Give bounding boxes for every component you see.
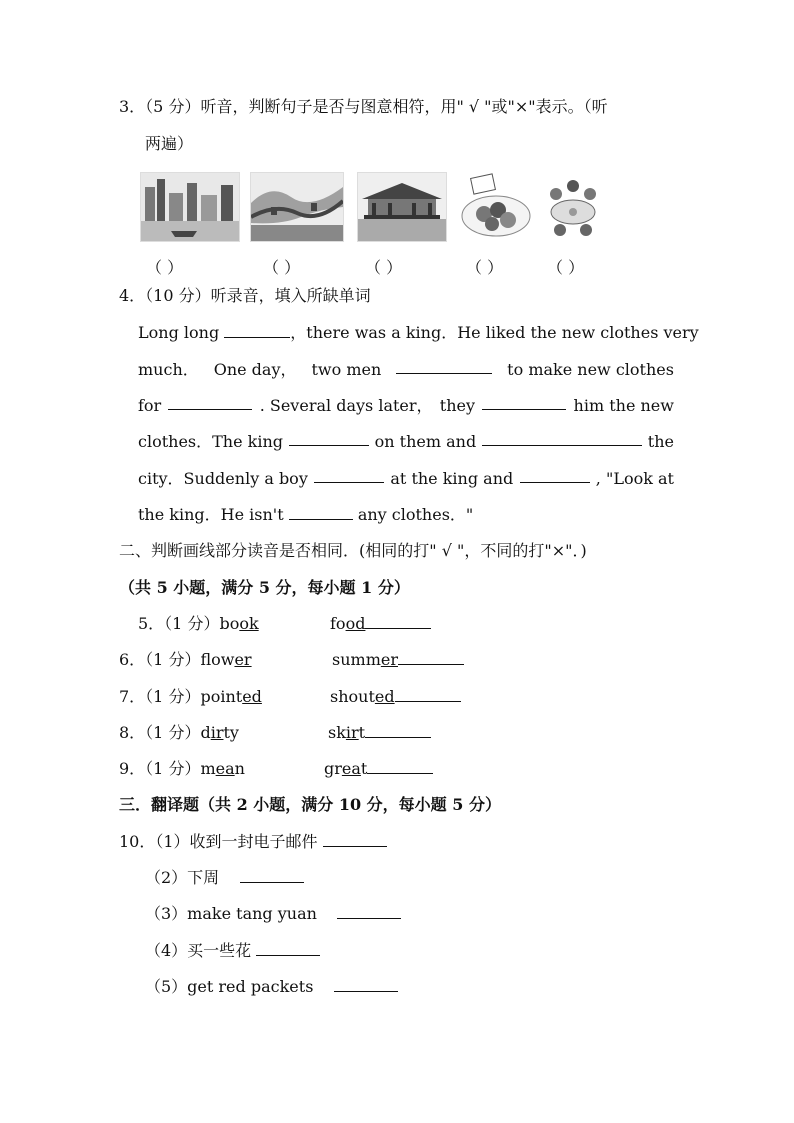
passage-text: clothes．The king [138,432,284,451]
answer-blank[interactable] [337,904,401,919]
translation-item-2 [145,867,304,889]
phonics-item-7 [119,686,395,708]
word-2-with-blank: great [324,758,433,780]
section-2-title: 二、判断画线部分读音是否相同．(相同的打" √ "，不同的打"×"．) [119,541,587,560]
palace-picture [357,172,447,242]
passage-text: ，there was a king．He liked the new clothes very [290,323,699,342]
answer-blank[interactable] [365,723,431,738]
item-number: 9．（1 分） [119,759,201,778]
phonics-item-6 [119,649,398,671]
q4-instruction: 4．（10 分）听录音，填入所缺单词 [119,286,371,305]
passage-text: him the new [573,396,674,415]
answer-paren-3[interactable]: （ ） [365,258,403,277]
answer-blank[interactable] [334,977,398,992]
passage-text: much． [138,360,199,379]
passage-text: . Several days later， [259,396,433,415]
answer-blank[interactable] [323,832,387,847]
passage-text: Long long [138,323,220,342]
word-2-with-blank: shouted [330,686,461,708]
answer-paren-4[interactable]: （ ） [466,258,504,277]
passage-text: on them and [374,432,477,451]
translation-prompt: （3）make tang yuan [145,904,317,923]
translation-prompt: 10．（1）收到一封电子邮件 [119,832,318,851]
passage-text: the king．He isn't [138,505,284,524]
item-number: 8．（1 分） [119,723,201,742]
translation-prompt: （2）下周 [145,868,220,887]
q4-passage-line-5 [138,468,674,490]
q4-passage-line-1 [138,322,699,344]
passage-text: the [647,432,674,451]
blank[interactable] [289,431,369,446]
blank[interactable] [520,468,590,483]
q4-passage-line-3 [138,395,674,417]
passage-text: , "Look at [595,469,674,488]
blank[interactable] [168,395,252,410]
answer-paren-1[interactable]: （ ） [146,258,184,277]
answer-paren-2[interactable]: （ ） [263,258,301,277]
phonics-item-9 [119,758,368,780]
translation-item-1 [119,831,387,853]
passage-text: to make new clothes [507,360,674,379]
phonics-item-5 [138,613,366,635]
answer-blank[interactable] [240,868,304,883]
translation-prompt: （5）get red packets [145,977,314,996]
blank[interactable] [314,468,384,483]
word-1: mean [200,759,245,778]
translation-item-3 [145,903,401,925]
answer-blank[interactable] [395,687,461,702]
city-waterfront-picture [140,172,240,242]
word-1: book [219,614,259,633]
q4-passage-line-4 [138,431,674,453]
blank[interactable] [396,359,492,374]
word-1: dirty [200,723,239,742]
translation-item-4 [145,940,320,962]
answer-blank[interactable] [365,614,431,629]
passage-text: One day， [213,360,297,379]
q4-passage-line-2 [138,359,674,381]
blank[interactable] [289,505,353,520]
passage-text: for [138,396,162,415]
food-plate-picture [458,172,534,240]
passage-text: two men [311,360,382,379]
section-2-subtitle: （共 5 小题，满分 5 分，每小题 1 分） [119,578,410,597]
item-number: 6．（1 分） [119,650,201,669]
translation-item-5 [145,976,398,998]
answer-blank[interactable] [367,759,433,774]
word-1: pointed [200,687,262,706]
item-number: 7．（1 分） [119,687,201,706]
answer-blank[interactable] [256,941,320,956]
q3-instruction: 3．（5 分）听音，判断句子是否与图意相符，用" √ "或"×"表示。（听 [119,97,608,116]
blank[interactable] [482,395,566,410]
word-2-with-blank: food [330,613,431,635]
answer-paren-5[interactable]: （ ） [547,258,585,277]
item-number: 5．（1 分） [138,614,220,633]
q3-instruction-cont: 两遍） [145,134,194,153]
passage-text: city．Suddenly a boy [138,469,308,488]
passage-text: they [439,396,476,415]
great-wall-picture [250,172,344,242]
family-dinner-picture [546,172,600,240]
passage-text: at the king and [390,469,514,488]
phonics-item-8 [119,722,366,744]
word-1: flower [200,650,252,669]
blank[interactable] [482,431,642,446]
answer-blank[interactable] [398,650,464,665]
q4-passage-line-6 [138,504,473,526]
word-2-with-blank: summer [332,649,464,671]
blank[interactable] [224,323,290,338]
passage-text: any clothes．" [357,505,474,524]
word-2-with-blank: skirt [328,722,431,744]
translation-prompt: （4）买一些花 [145,941,252,960]
section-3-title: 三．翻译题（共 2 小题，满分 10 分，每小题 5 分） [119,795,501,814]
